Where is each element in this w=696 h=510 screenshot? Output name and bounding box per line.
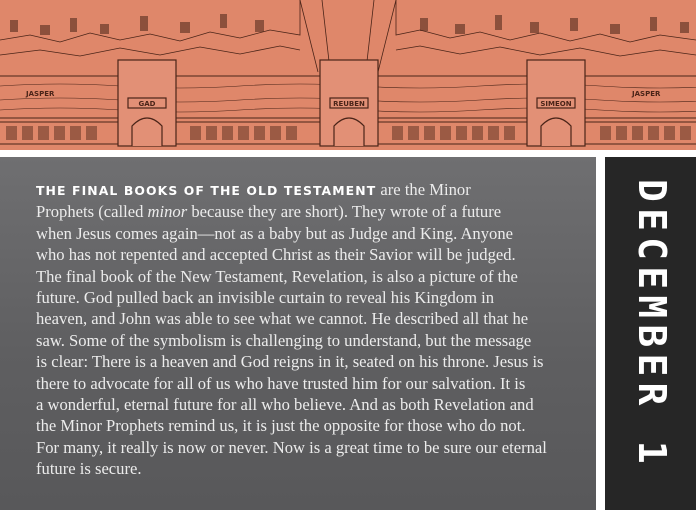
body-line: is clear: There is a heaven and God reigns in it, seated on his throne. Jesus is [36,352,544,372]
devotional-panel [0,157,596,510]
devotional-text [36,179,556,480]
body-line: Prophets (called [36,202,148,222]
body-line: For many, it really is now or never. Now is a great time to be sure our eternal [36,437,547,457]
city-engraving [0,0,696,150]
body-line: future. God pulled back an invisible curtain to reveal his Kingdom in [36,288,495,308]
body-line: because they are short). They wrote of a future [187,202,502,222]
body-line: who has not repented and accepted Christ as their Savior will be judged. [36,245,516,265]
wall-label-jasper-right: JASPER [632,90,661,98]
gate-label-gad: GAD [138,100,156,108]
lead-heading: THE FINAL BOOKS OF THE OLD TESTAMENT [36,183,377,198]
body-line: a wonderful, eternal future for all who believe. And as both Revelation and [36,395,534,415]
body-line: there to advocate for all of us who have trusted him for our salvation. It is [36,373,526,393]
heavenly-city-illustration [0,0,696,150]
body-line: saw. Some of the symbolism is challenging to understand, but the message [36,330,532,350]
emphasis-word: minor [147,202,188,222]
body-line: heaven, and John was able to see what we cannot. He described all that he [36,309,529,329]
body-line: the Minor Prophets remind us, it is just the opposite for those who do not. [36,416,526,436]
body-line: when Jesus comes again—not as a baby but as Judge and King. Anyone [36,223,513,243]
gate-label-reuben: REUBEN [333,100,365,108]
body-line: The final book of the New Testament, Revelation, is also a picture of the [36,266,518,286]
date-sidebar [605,157,696,510]
gate-label-simeon: SIMEON [540,100,572,108]
wall-label-jasper-left: JASPER [26,90,55,98]
body-line: future is secure. [36,459,142,479]
lead-tail: are the Minor [376,180,471,199]
date-label: DECEMBER 1 [630,179,674,470]
